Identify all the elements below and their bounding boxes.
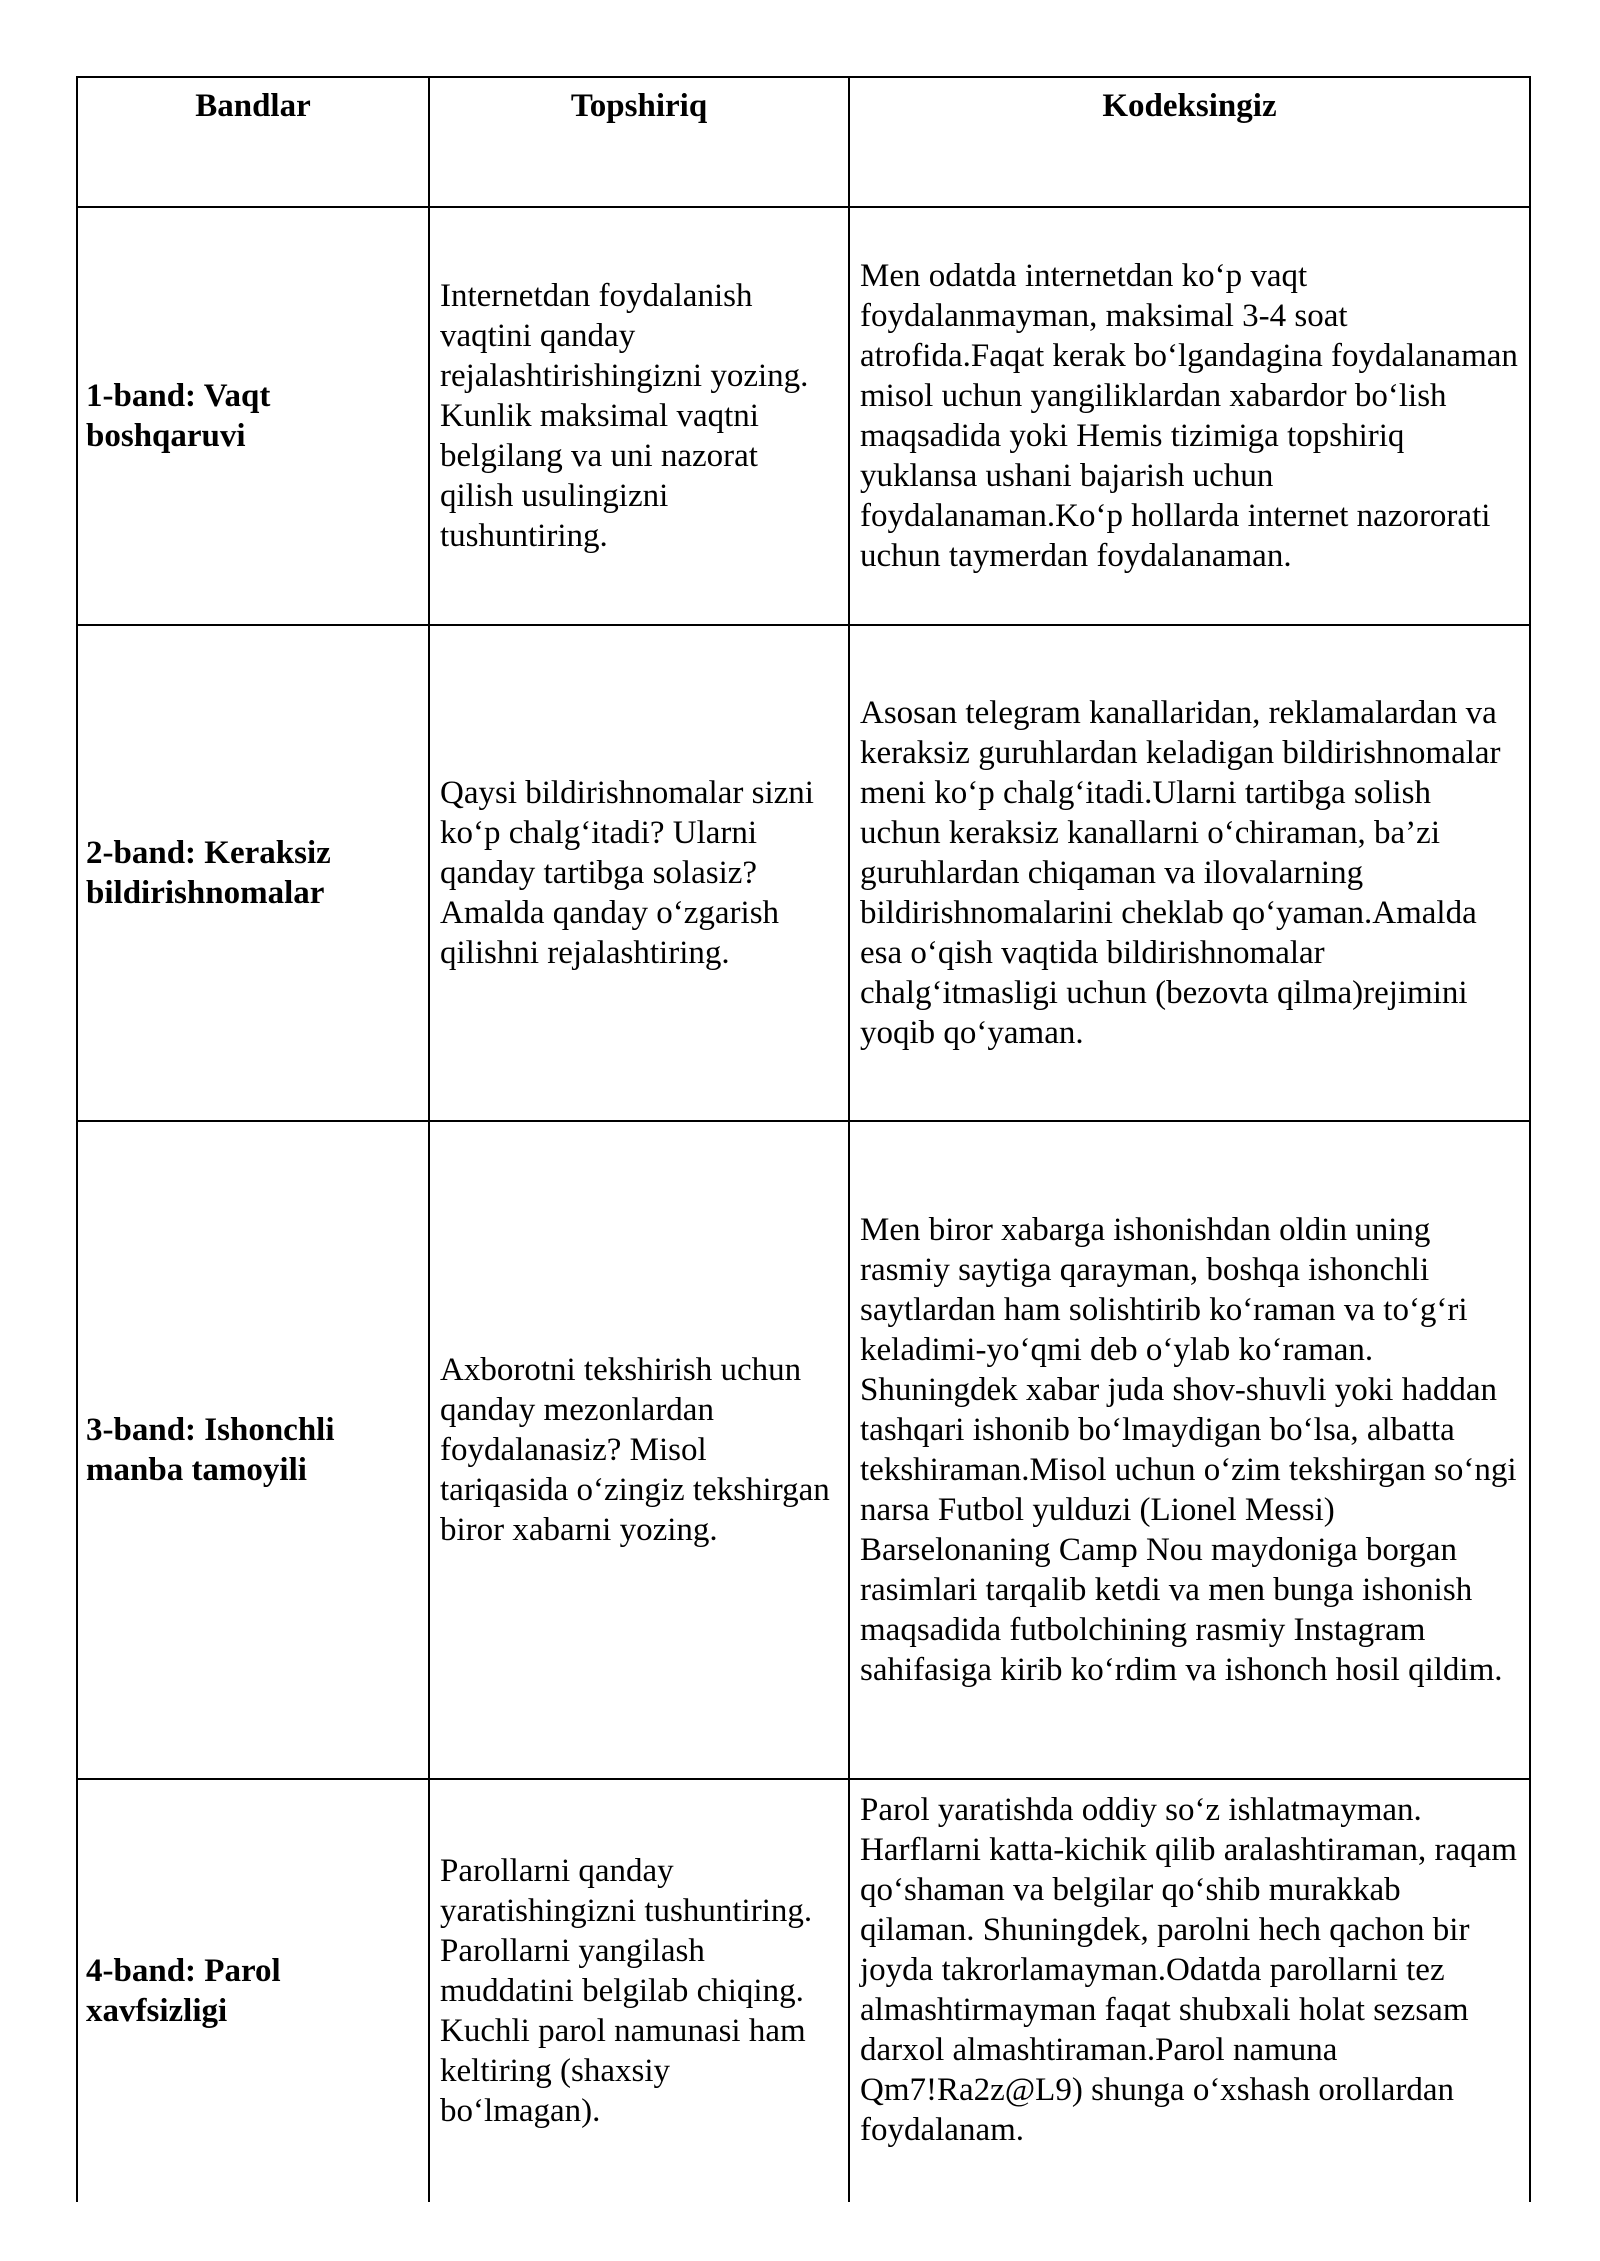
header-bandlar: Bandlar [77,77,429,207]
header-topshiriq: Topshiriq [429,77,849,207]
band-title: 3-band: Ishonchli manba tamoyili [77,1121,429,1779]
header-kodeksingiz: Kodeksingiz [849,77,1530,207]
task-text: Qaysi bildirishnomalar sizni ko‘p chalg‘itadi? Ularni qanday tartibga solasiz? Amalda qanday o‘zgarish qilishni rejalashtiring. [429,625,849,1121]
task-text: Parollarni qanday yaratishingizni tushuntiring. Parollarni yangilash muddatini belgilab chiqing. Kuchli parol namunasi ham keltiring (shaxsiy bo‘lmagan). [429,1779,849,2202]
answer-text: Men biror xabarga ishonishdan oldin uning rasmiy saytiga qarayman, boshqa ishonchli saytlardan ham solishtirib ko‘raman va to‘g‘ri keladimi-yo‘qmi deb o‘ylab ko‘raman. Shuningdek xabar juda shov-shuvli yoki haddan tashqari ishonib bo‘lmaydigan bo‘lsa, albatta tekshiraman.Misol uchun o‘zim tekshirgan so‘ngi narsa Futbol yulduzi (Lionel Messi) Barselonaning Camp Nou maydoniga borgan rasimlari tarqalib ketdi va men bunga ishonish maqsadida futbolchining rasmiy Instagram sahifasiga kirib ko‘rdim va ishonch hosil qildim. [849,1121,1530,1779]
table-row [77,1779,1530,2202]
table-row [77,1121,1530,1779]
task-text: Internetdan foydalanish vaqtini qanday rejalashtirishingizni yozing. Kunlik maksimal vaqtni belgilang va uni nazorat qilish usulingizni tushuntiring. [429,207,849,625]
assignment-table [76,76,1531,2202]
table-header-row [77,77,1530,207]
answer-text: Men odatda internetdan ko‘p vaqt foydalanmayman, maksimal 3-4 soat atrofida.Faqat kerak bo‘lgandagina foydalanaman misol uchun yangiliklardan xabardor bo‘lish maqsadida yoki Hemis tizimiga topshiriq yuklansa ushani bajarish uchun foydalanaman.Ko‘p hollarda internet nazororati uchun taymerdan foydalanaman. [849,207,1530,625]
task-text: Axborotni tekshirish uchun qanday mezonlardan foydalanasiz? Misol tariqasida o‘zingiz tekshirgan biror xabarni yozing. [429,1121,849,1779]
answer-text: Asosan telegram kanallaridan, reklamalardan va keraksiz guruhlardan keladigan bildirishnomalar meni ko‘p chalg‘itadi.Ularni tartibga solish uchun keraksiz kanallarni o‘chiraman, ba’zi guruhlardan chiqaman va ilovalarning bildirishnomalarini cheklab qo‘yaman.Amalda esa o‘qish vaqtida bildirishnomalar chalg‘itmasligi uchun (bezovta qilma)rejimini yoqib qo‘yaman. [849,625,1530,1121]
band-title: 2-band: Keraksiz bildirishnomalar [77,625,429,1121]
band-title: 1-band: Vaqt boshqaruvi [77,207,429,625]
answer-text: Parol yaratishda oddiy so‘z ishlatmayman. Harflarni katta-kichik qilib aralashtiraman, raqam qo‘shaman va belgilar qo‘shib murakkab qilaman. Shuningdek, parolni hech qachon bir joyda takrorlamayman.Odatda parollarni tez almashtirmayman faqat shubxali holat sezsam darxol almashtiraman.Parol namuna Qm7!Ra2z@L9) shunga o‘xshash orollardan foydalanam. [849,1779,1530,2202]
band-title: 4-band: Parol xavfsizligi [77,1779,429,2202]
table-row [77,625,1530,1121]
table-row [77,207,1530,625]
